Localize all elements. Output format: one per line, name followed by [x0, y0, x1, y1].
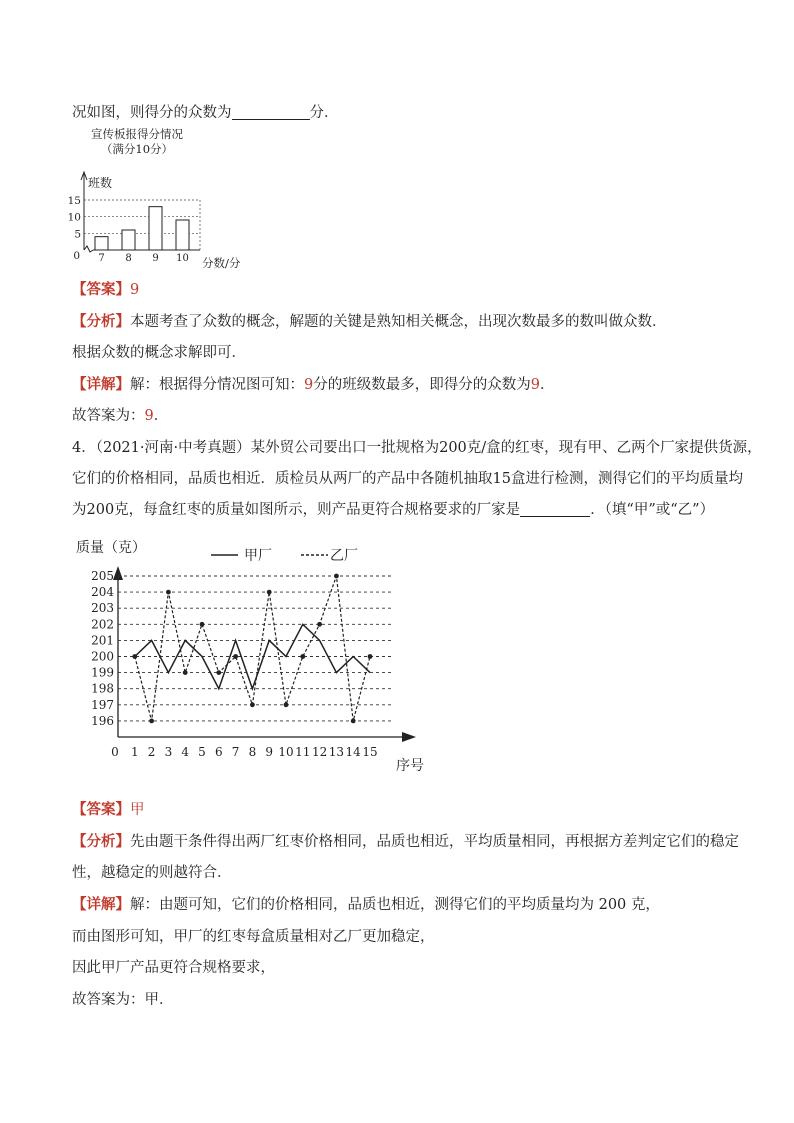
series-yi-point [233, 654, 238, 659]
line-y-tick-label: 204 [91, 585, 114, 600]
series-yi-point [284, 702, 289, 707]
q3-detail-label: 【详解】 [72, 376, 130, 393]
bar-x-tick-label: 10 [176, 253, 189, 264]
line-x-tick-label: 5 [198, 745, 206, 759]
q3-detail-text-c: 分的班级数最多，即得分的众数为 [313, 377, 531, 393]
line-x-tick-label: 3 [164, 745, 173, 759]
series-yi-point [166, 590, 171, 595]
bar-y-label: 班数 [88, 176, 113, 190]
q3-analysis-line-2 [72, 341, 246, 362]
bar-8 [122, 230, 135, 250]
line-y-tick-label: 198 [91, 681, 114, 696]
line-x-tick-label: 11 [295, 745, 311, 759]
q4-detail-label: 【详解】 [72, 896, 130, 913]
q3-bar-chart [60, 124, 280, 276]
series-yi-point [317, 622, 322, 627]
line-x-tick-label: 12 [311, 745, 328, 759]
line-y-tick-label: 205 [91, 569, 114, 583]
bar-y-tick-label: 10 [67, 211, 81, 224]
bar-7 [95, 237, 108, 250]
q4-answer-line [72, 798, 145, 819]
line-y-tick-label: 200 [91, 649, 114, 664]
line-x-tick-label: 9 [265, 745, 274, 759]
legend-jia-label: 甲厂 [244, 548, 272, 564]
q4-detail-text-2: 而由图形可知，甲厂的红枣每盒质量相对乙厂更加稳定， [72, 929, 435, 945]
q3-detail-text-e: ． [539, 377, 555, 393]
q3-final-a: 故答案为： [72, 408, 145, 424]
q4-answer-label: 【答案】 [72, 801, 130, 818]
q4-analysis-line-2 [72, 861, 232, 882]
q3-answer-blank [232, 105, 310, 120]
series-yi-point [132, 654, 137, 659]
q4-analysis-text-1: 先由题干条件得出两厂红枣价格相同，品质也相近，平均质量相同，再根据方差判定它们的稳定 [130, 834, 739, 850]
series-yi-point [300, 654, 305, 659]
q4-detail-text-4: 故答案为：甲． [72, 992, 174, 1008]
q4-detail-text-3: 因此甲厂产品更符合规格要求， [72, 960, 275, 976]
line-y-arrow [113, 566, 123, 580]
line-x-tick-label: 14 [345, 745, 361, 759]
q3-final-b: 9 [144, 408, 154, 424]
bar-y-tick-label: 0 [73, 250, 80, 262]
series-yi-point [368, 654, 373, 659]
q4-stem-line-2 [72, 467, 743, 488]
line-x-tick-label: 4 [181, 745, 190, 759]
series-yi-point [351, 719, 356, 724]
line-x-tick-label: 15 [362, 745, 378, 759]
series-yi-line [135, 576, 370, 721]
line-x-tick-label: 7 [231, 745, 240, 759]
line-x-tick-label: 2 [147, 745, 156, 759]
q3-final-line [72, 404, 168, 425]
q4-analysis-label: 【分析】 [72, 833, 130, 850]
line-y-tick-label: 201 [91, 633, 114, 648]
q3-detail-text-d: 9 [530, 377, 540, 393]
series-yi-point [200, 622, 205, 627]
q3-detail-text-a: 解：根据得分情况图可知： [130, 377, 304, 393]
bar-10 [176, 220, 189, 250]
q4-stem-line-3 [72, 498, 714, 519]
q3-analysis-line [72, 310, 667, 331]
q4-detail-line-1 [72, 893, 660, 914]
line-y-tick-label: 202 [91, 617, 114, 632]
q3-detail-text-b: 9 [304, 377, 314, 393]
q3-analysis-label: 【分析】 [72, 313, 130, 330]
q3-stem-end: 分． [309, 105, 339, 121]
bar-x-tick-label: 7 [98, 253, 105, 264]
series-yi-point [216, 670, 221, 675]
q3-answer-value: 9 [130, 282, 140, 298]
line-y-tick-label: 203 [91, 601, 114, 616]
line-x-tick-label: 6 [214, 745, 223, 759]
bar-x-label: 分数/分 [202, 256, 241, 270]
q4-answer-blank [520, 502, 590, 517]
q4-answer-value: 甲 [130, 802, 145, 818]
line-x-tick-label: 10 [278, 745, 294, 759]
q4-detail-text-1: 解：由题可知，它们的价格相同，品质也相近，测得它们的平均质量均为 200 克， [130, 897, 660, 913]
q4-stem-3a: 为200克，每盒红枣的质量如图所示，则产品更符合规格要求的厂家是 [72, 502, 521, 518]
series-yi-point [334, 574, 339, 579]
line-y-tick-label: 197 [91, 697, 114, 712]
bar-chart-title: 宣传板报得分情况 [91, 127, 183, 141]
line-x-tick-label: 8 [248, 745, 257, 759]
bar-9 [149, 207, 162, 250]
q3-stem-line [72, 101, 339, 122]
q4-stem-3b: ．（填“甲”或“乙”） [590, 502, 715, 518]
q3-stem-text: 况如图，则得分的众数为 [72, 105, 232, 121]
line-y-tick-label: 196 [91, 713, 114, 728]
series-yi-point [250, 702, 255, 707]
line-x-tick-label: 0 [111, 745, 119, 759]
series-yi-point [183, 670, 188, 675]
q4-stem-2: 它们的价格相同，品质也相近．质检员从两厂的产品中各随机抽取15盒进行检测，测得它们的平均质量均 [72, 471, 743, 487]
bar-x-tick-label: 9 [152, 253, 159, 264]
q4-detail-line-2 [72, 925, 435, 946]
bar-x-tick-label: 8 [125, 253, 132, 264]
line-y-label: 质量（克） [76, 540, 146, 556]
q4-line-chart [66, 530, 446, 780]
q4-stem-line-1 [72, 436, 762, 457]
q4-analysis-line-1 [72, 830, 739, 851]
legend-yi-label: 乙厂 [330, 548, 358, 564]
bar-chart-subtitle: （满分10分） [100, 142, 174, 156]
bar-y-tick-label: 15 [67, 195, 81, 207]
q3-analysis-text-2: 根据众数的概念求解即可． [72, 345, 246, 361]
q4-detail-line-3 [72, 956, 275, 977]
q3-final-c: ． [153, 408, 169, 424]
line-x-arrow [402, 732, 416, 742]
q3-analysis-text: 本题考查了众数的概念，解题的关键是熟知相关概念，出现次数最多的数叫做众数． [130, 314, 667, 330]
line-x-tick-label: 1 [130, 745, 139, 759]
q3-answer-line [72, 278, 139, 299]
q4-stem-1: 4．（2021·河南·中考真题）某外贸公司要出口一批规格为200克/盒的红枣，现有甲、乙两个厂家提供货源， [72, 440, 762, 456]
series-yi-point [267, 590, 272, 595]
line-x-tick-label: 13 [328, 745, 345, 759]
bar-y-tick-label: 5 [74, 228, 81, 241]
q3-answer-label: 【答案】 [72, 281, 130, 298]
q4-analysis-text-2: 性，越稳定的则越符合． [72, 865, 232, 881]
q3-detail-line [72, 373, 554, 394]
line-y-tick-label: 199 [91, 665, 114, 680]
bar-axis-break [84, 246, 93, 252]
q4-detail-line-4 [72, 988, 174, 1009]
series-yi-point [149, 719, 154, 724]
line-x-label: 序号 [396, 758, 424, 774]
